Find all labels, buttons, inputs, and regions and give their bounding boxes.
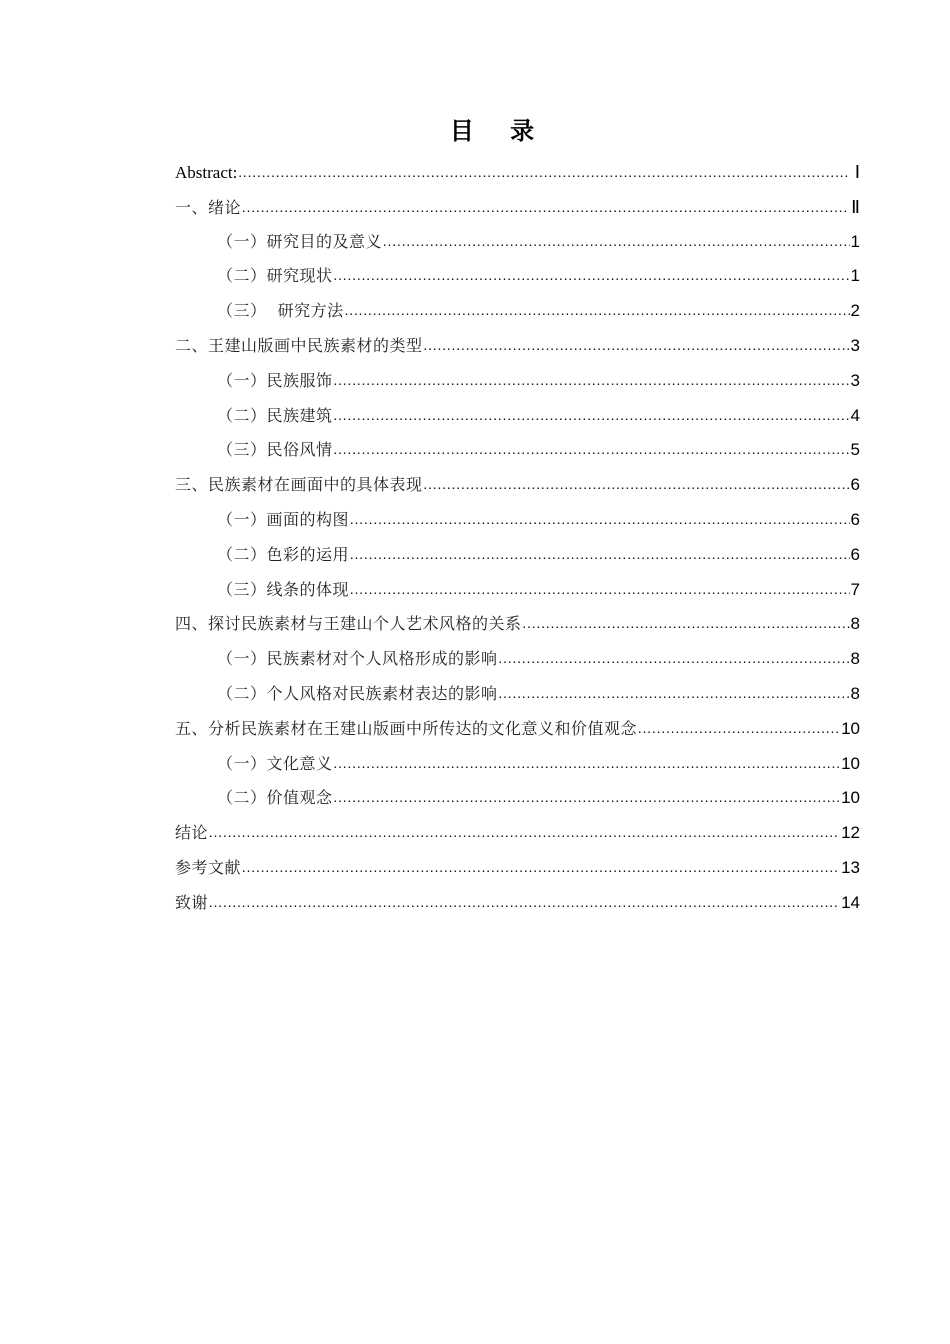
toc-entry-section[interactable] [175, 225, 860, 260]
toc-entry-page: 5 [850, 440, 860, 460]
toc-entry-label: （二）价值观念 [217, 788, 333, 808]
toc-entry-chapter-1[interactable] [175, 190, 860, 225]
toc-entry-page: 1 [850, 231, 860, 251]
toc-entry-label: （二）色彩的运用 [217, 544, 350, 564]
dot-leader [209, 887, 840, 922]
toc-entry-section[interactable] [175, 294, 860, 329]
toc-entry-chapter-2[interactable] [175, 329, 860, 364]
toc-entry-page: 10 [841, 718, 860, 738]
toc-entry-label: 四、探讨民族素材与王建山个人艺术风格的关系 [175, 614, 522, 634]
toc-entry-page: Ⅰ [854, 162, 860, 182]
toc-entry-page: 13 [841, 857, 860, 877]
dot-leader [242, 852, 840, 887]
dot-leader [424, 330, 850, 365]
toc-entry-abstract[interactable] [175, 155, 860, 190]
toc-entry-label: （一）民族素材对个人风格形成的影响 [217, 649, 498, 669]
toc-entry-label: 一、绪论 [175, 197, 242, 217]
dot-leader [209, 817, 840, 852]
toc-entry-section[interactable] [175, 433, 860, 468]
toc-entry-label: 二、王建山版画中民族素材的类型 [175, 335, 423, 355]
toc-entry-chapter-4[interactable] [175, 607, 860, 642]
toc-entry-page: Ⅱ [851, 196, 860, 217]
dot-leader [334, 748, 841, 783]
toc-entry-section[interactable] [175, 642, 860, 677]
table-of-contents [175, 155, 860, 921]
toc-entry-label: （一）画面的构图 [217, 509, 350, 529]
toc-entry-page: 8 [850, 649, 860, 669]
dot-leader [334, 434, 850, 469]
dot-leader [424, 469, 850, 504]
toc-entry-label: 致谢 [175, 892, 209, 912]
toc-entry-section[interactable] [175, 573, 860, 608]
toc-entry-page: 7 [850, 579, 860, 599]
toc-entry-section[interactable] [175, 503, 860, 538]
toc-entry-label: 五、分析民族素材在王建山版画中所传达的文化意义和价值观念 [175, 718, 638, 738]
dot-leader [334, 365, 850, 400]
dot-leader [499, 678, 850, 713]
toc-entry-acknowledgements[interactable] [175, 886, 860, 921]
toc-entry-label: （一）民族服饰 [217, 370, 333, 390]
dot-leader [638, 713, 840, 748]
toc-entry-page: 8 [850, 614, 860, 634]
toc-entry-page: 12 [841, 823, 860, 843]
toc-entry-section[interactable] [175, 747, 860, 782]
toc-entry-label: 结论 [175, 823, 209, 843]
toc-entry-page: 3 [850, 335, 860, 355]
dot-leader [334, 260, 850, 295]
toc-entry-label: （三）民俗风情 [217, 440, 333, 460]
toc-entry-chapter-3[interactable] [175, 468, 860, 503]
toc-entry-page: 10 [841, 753, 860, 773]
toc-entry-label: （一）文化意义 [217, 753, 333, 773]
dot-leader [334, 400, 850, 435]
toc-entry-page: 6 [850, 544, 860, 564]
toc-entry-label: （二）个人风格对民族素材表达的影响 [217, 683, 498, 703]
toc-entry-label: （二）民族建筑 [217, 405, 333, 425]
toc-entry-section[interactable] [175, 538, 860, 573]
toc-entry-page: 8 [850, 683, 860, 703]
toc-entry-page: 1 [850, 266, 860, 286]
toc-entry-references[interactable] [175, 851, 860, 886]
toc-entry-label: （三） 研究方法 [217, 301, 344, 321]
toc-entry-page: 3 [850, 370, 860, 390]
toc-entry-label: （二）研究现状 [217, 266, 333, 286]
dot-leader [334, 782, 841, 817]
toc-entry-section[interactable] [175, 399, 860, 434]
dot-leader [238, 157, 849, 192]
toc-entry-page: 6 [850, 509, 860, 529]
toc-entry-section[interactable] [175, 364, 860, 399]
toc-entry-page: 6 [850, 475, 860, 495]
dot-leader [523, 608, 850, 643]
toc-entry-page: 2 [850, 301, 860, 321]
toc-entry-section[interactable] [175, 781, 860, 816]
toc-entry-label: 参考文献 [175, 857, 242, 877]
dot-leader [350, 574, 850, 609]
dot-leader [350, 539, 850, 574]
toc-entry-page: 10 [841, 788, 860, 808]
toc-title: 目 录 [449, 117, 549, 145]
dot-leader [345, 295, 850, 330]
toc-entry-section[interactable] [175, 677, 860, 712]
toc-entry-page: 14 [841, 892, 860, 912]
dot-leader [242, 192, 846, 227]
toc-entry-label: Abstract: [175, 163, 238, 182]
toc-entry-label: （三）线条的体现 [217, 579, 350, 599]
dot-leader [383, 226, 850, 261]
toc-entry-conclusion[interactable] [175, 816, 860, 851]
toc-entry-label: 三、民族素材在画面中的具体表现 [175, 475, 423, 495]
dot-leader [350, 504, 850, 539]
toc-entry-section[interactable] [175, 259, 860, 294]
toc-entry-chapter-5[interactable] [175, 712, 860, 747]
dot-leader [499, 643, 850, 678]
toc-entry-page: 4 [850, 405, 860, 425]
toc-entry-label: （一）研究目的及意义 [217, 231, 383, 251]
